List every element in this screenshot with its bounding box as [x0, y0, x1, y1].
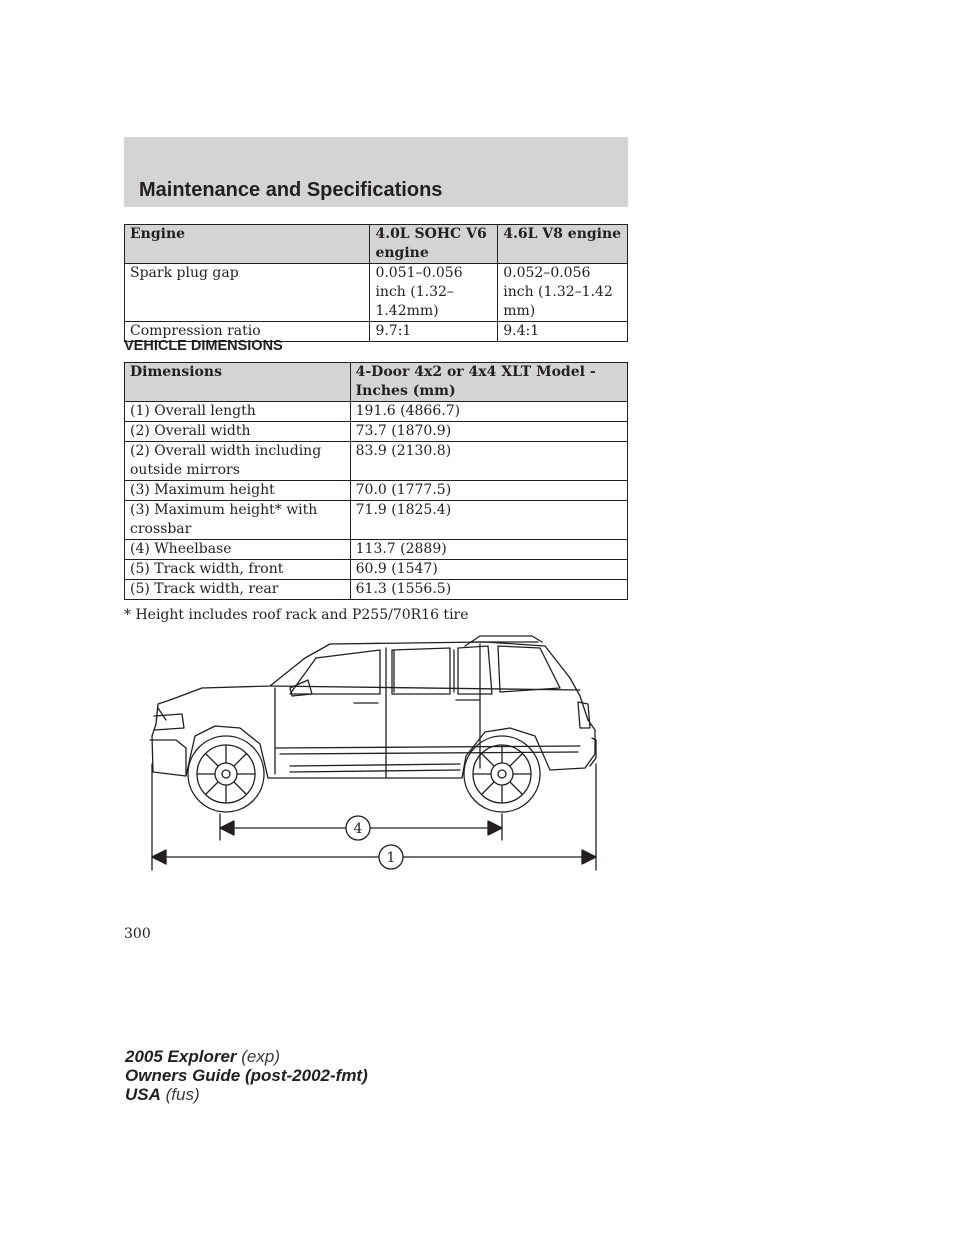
- footer-line: [125, 1047, 368, 1066]
- vehicle-dimensions-heading: VEHICLE DIMENSIONS: [124, 338, 283, 354]
- overall-length-dimension-arrow: [152, 845, 596, 869]
- vehicle-body-outline: [150, 642, 596, 778]
- table-cell: (1) Overall length: [125, 402, 351, 422]
- page-number: 300: [124, 926, 151, 942]
- dimension-extension-lines: [152, 764, 596, 870]
- vehicle-side-view-diagram: [140, 628, 610, 878]
- table-cell: (5) Track width, rear: [125, 580, 351, 600]
- table-header-cell: 4.0L SOHC V6 engine: [370, 225, 498, 264]
- table-row: [125, 442, 628, 481]
- footer-line: [125, 1066, 368, 1085]
- footer-market-code: (fus): [165, 1085, 200, 1104]
- rear-wheel-icon: [464, 736, 540, 812]
- table-cell: 60.9 (1547): [350, 560, 627, 580]
- table-header-cell: Dimensions: [125, 363, 351, 402]
- table-cell: Compression ratio: [125, 322, 370, 342]
- table-row: [125, 580, 628, 600]
- table-row: [125, 422, 628, 442]
- height-footnote: * Height includes roof rack and P255/70R16 tire: [124, 607, 469, 623]
- table-cell: (3) Maximum height* with crossbar: [125, 501, 351, 540]
- table-header-cell: Engine: [125, 225, 370, 264]
- table-header-row: [125, 225, 628, 264]
- table-row: [125, 264, 628, 322]
- footer-model: 2005 Explorer: [125, 1047, 237, 1066]
- table-cell: (2) Overall width: [125, 422, 351, 442]
- table-cell: 0.051–0.056 inch (1.32–1.42mm): [370, 264, 498, 322]
- footer-guide: Owners Guide (post-2002-fmt): [125, 1066, 368, 1085]
- table-cell: (4) Wheelbase: [125, 540, 351, 560]
- table-row: [125, 560, 628, 580]
- table-row: [125, 540, 628, 560]
- vehicle-dimensions-table: [124, 362, 628, 600]
- table-cell: 71.9 (1825.4): [350, 501, 627, 540]
- engine-spec-table: [124, 224, 628, 342]
- table-cell: 0.052–0.056 inch (1.32–1.42 mm): [498, 264, 628, 322]
- table-cell: (3) Maximum height: [125, 481, 351, 501]
- wheelbase-label: 4: [353, 821, 363, 837]
- table-cell: 191.6 (4866.7): [350, 402, 627, 422]
- table-row: [125, 501, 628, 540]
- table-cell: 9.7:1: [370, 322, 498, 342]
- table-cell: 73.7 (1870.9): [350, 422, 627, 442]
- table-cell: 113.7 (2889): [350, 540, 627, 560]
- table-header-cell: 4-Door 4x2 or 4x4 XLT Model - Inches (mm): [350, 363, 627, 402]
- table-cell: 83.9 (2130.8): [350, 442, 627, 481]
- section-title: Maintenance and Specifications: [139, 179, 443, 201]
- table-header-row: [125, 363, 628, 402]
- table-cell: (5) Track width, front: [125, 560, 351, 580]
- wheelbase-dimension-arrow: [220, 816, 502, 840]
- front-wheel-icon: [188, 736, 264, 812]
- table-cell: 9.4:1: [498, 322, 628, 342]
- footer-line: [125, 1085, 368, 1104]
- footer-model-code: (exp): [241, 1047, 280, 1066]
- table-cell: (2) Overall width including outside mirrors: [125, 442, 351, 481]
- table-cell: 61.3 (1556.5): [350, 580, 627, 600]
- table-cell: Spark plug gap: [125, 264, 370, 322]
- document-footer: [125, 1047, 368, 1104]
- overall-length-label: 1: [386, 850, 396, 866]
- table-cell: 70.0 (1777.5): [350, 481, 627, 501]
- table-row: [125, 481, 628, 501]
- footer-market: USA: [125, 1085, 161, 1104]
- table-row: [125, 402, 628, 422]
- section-header-band: [124, 137, 628, 207]
- table-header-cell: 4.6L V8 engine: [498, 225, 628, 264]
